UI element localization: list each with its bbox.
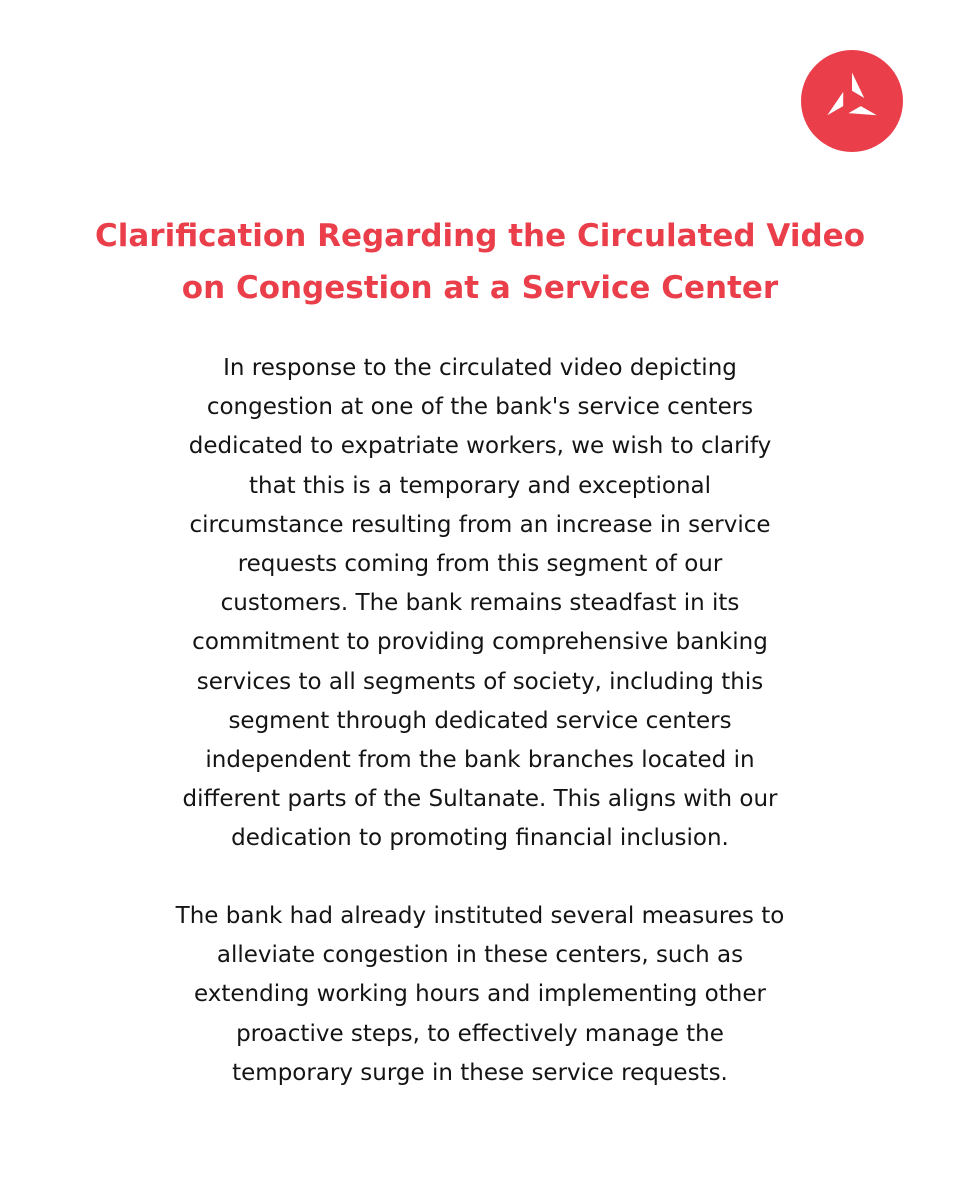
text-line: different parts of the Sultanate. This aligns with our (182, 786, 778, 813)
text-line: temporary surge in these service requests. (232, 1059, 728, 1086)
text-line: segment through dedicated service centers (228, 707, 732, 734)
text-line: alleviate congestion in these centers, such as (216, 942, 744, 969)
text-line: The bank had already instituted several measures to (175, 903, 785, 929)
text-line: In response to the circulated video depicting (223, 355, 737, 381)
text-line: circumstance resulting from an increase in service (189, 511, 771, 538)
text-line: services to all segments of society, including this (196, 668, 764, 695)
text-line: dedication to promoting financial inclusion. (231, 825, 729, 852)
bank-logo-icon (801, 50, 903, 152)
text-line: dedicated to expatriate workers, we wish to clarify (188, 433, 772, 460)
bank-logo (801, 50, 903, 152)
text-line: congestion at one of the bank's service centers (206, 394, 754, 421)
text-line: customers. The bank remains steadfast in its (220, 590, 740, 617)
text-line: requests coming from this segment of our (237, 551, 723, 578)
body-paragraph-1 (80, 349, 880, 859)
text-line: independent from the bank branches located in (205, 747, 755, 774)
text-line: commitment to providing comprehensive banking (192, 629, 768, 656)
body-paragraph-2 (80, 897, 880, 1093)
title-line: on Congestion at a Service Center (181, 270, 779, 306)
text-line: extending working hours and implementing other (194, 981, 766, 1008)
text-line: that this is a temporary and exceptional (248, 472, 712, 499)
title-line: Clarification Regarding the Circulated Video (94, 218, 866, 254)
text-line: proactive steps, to effectively manage the (236, 1020, 724, 1047)
page-title (80, 210, 880, 314)
